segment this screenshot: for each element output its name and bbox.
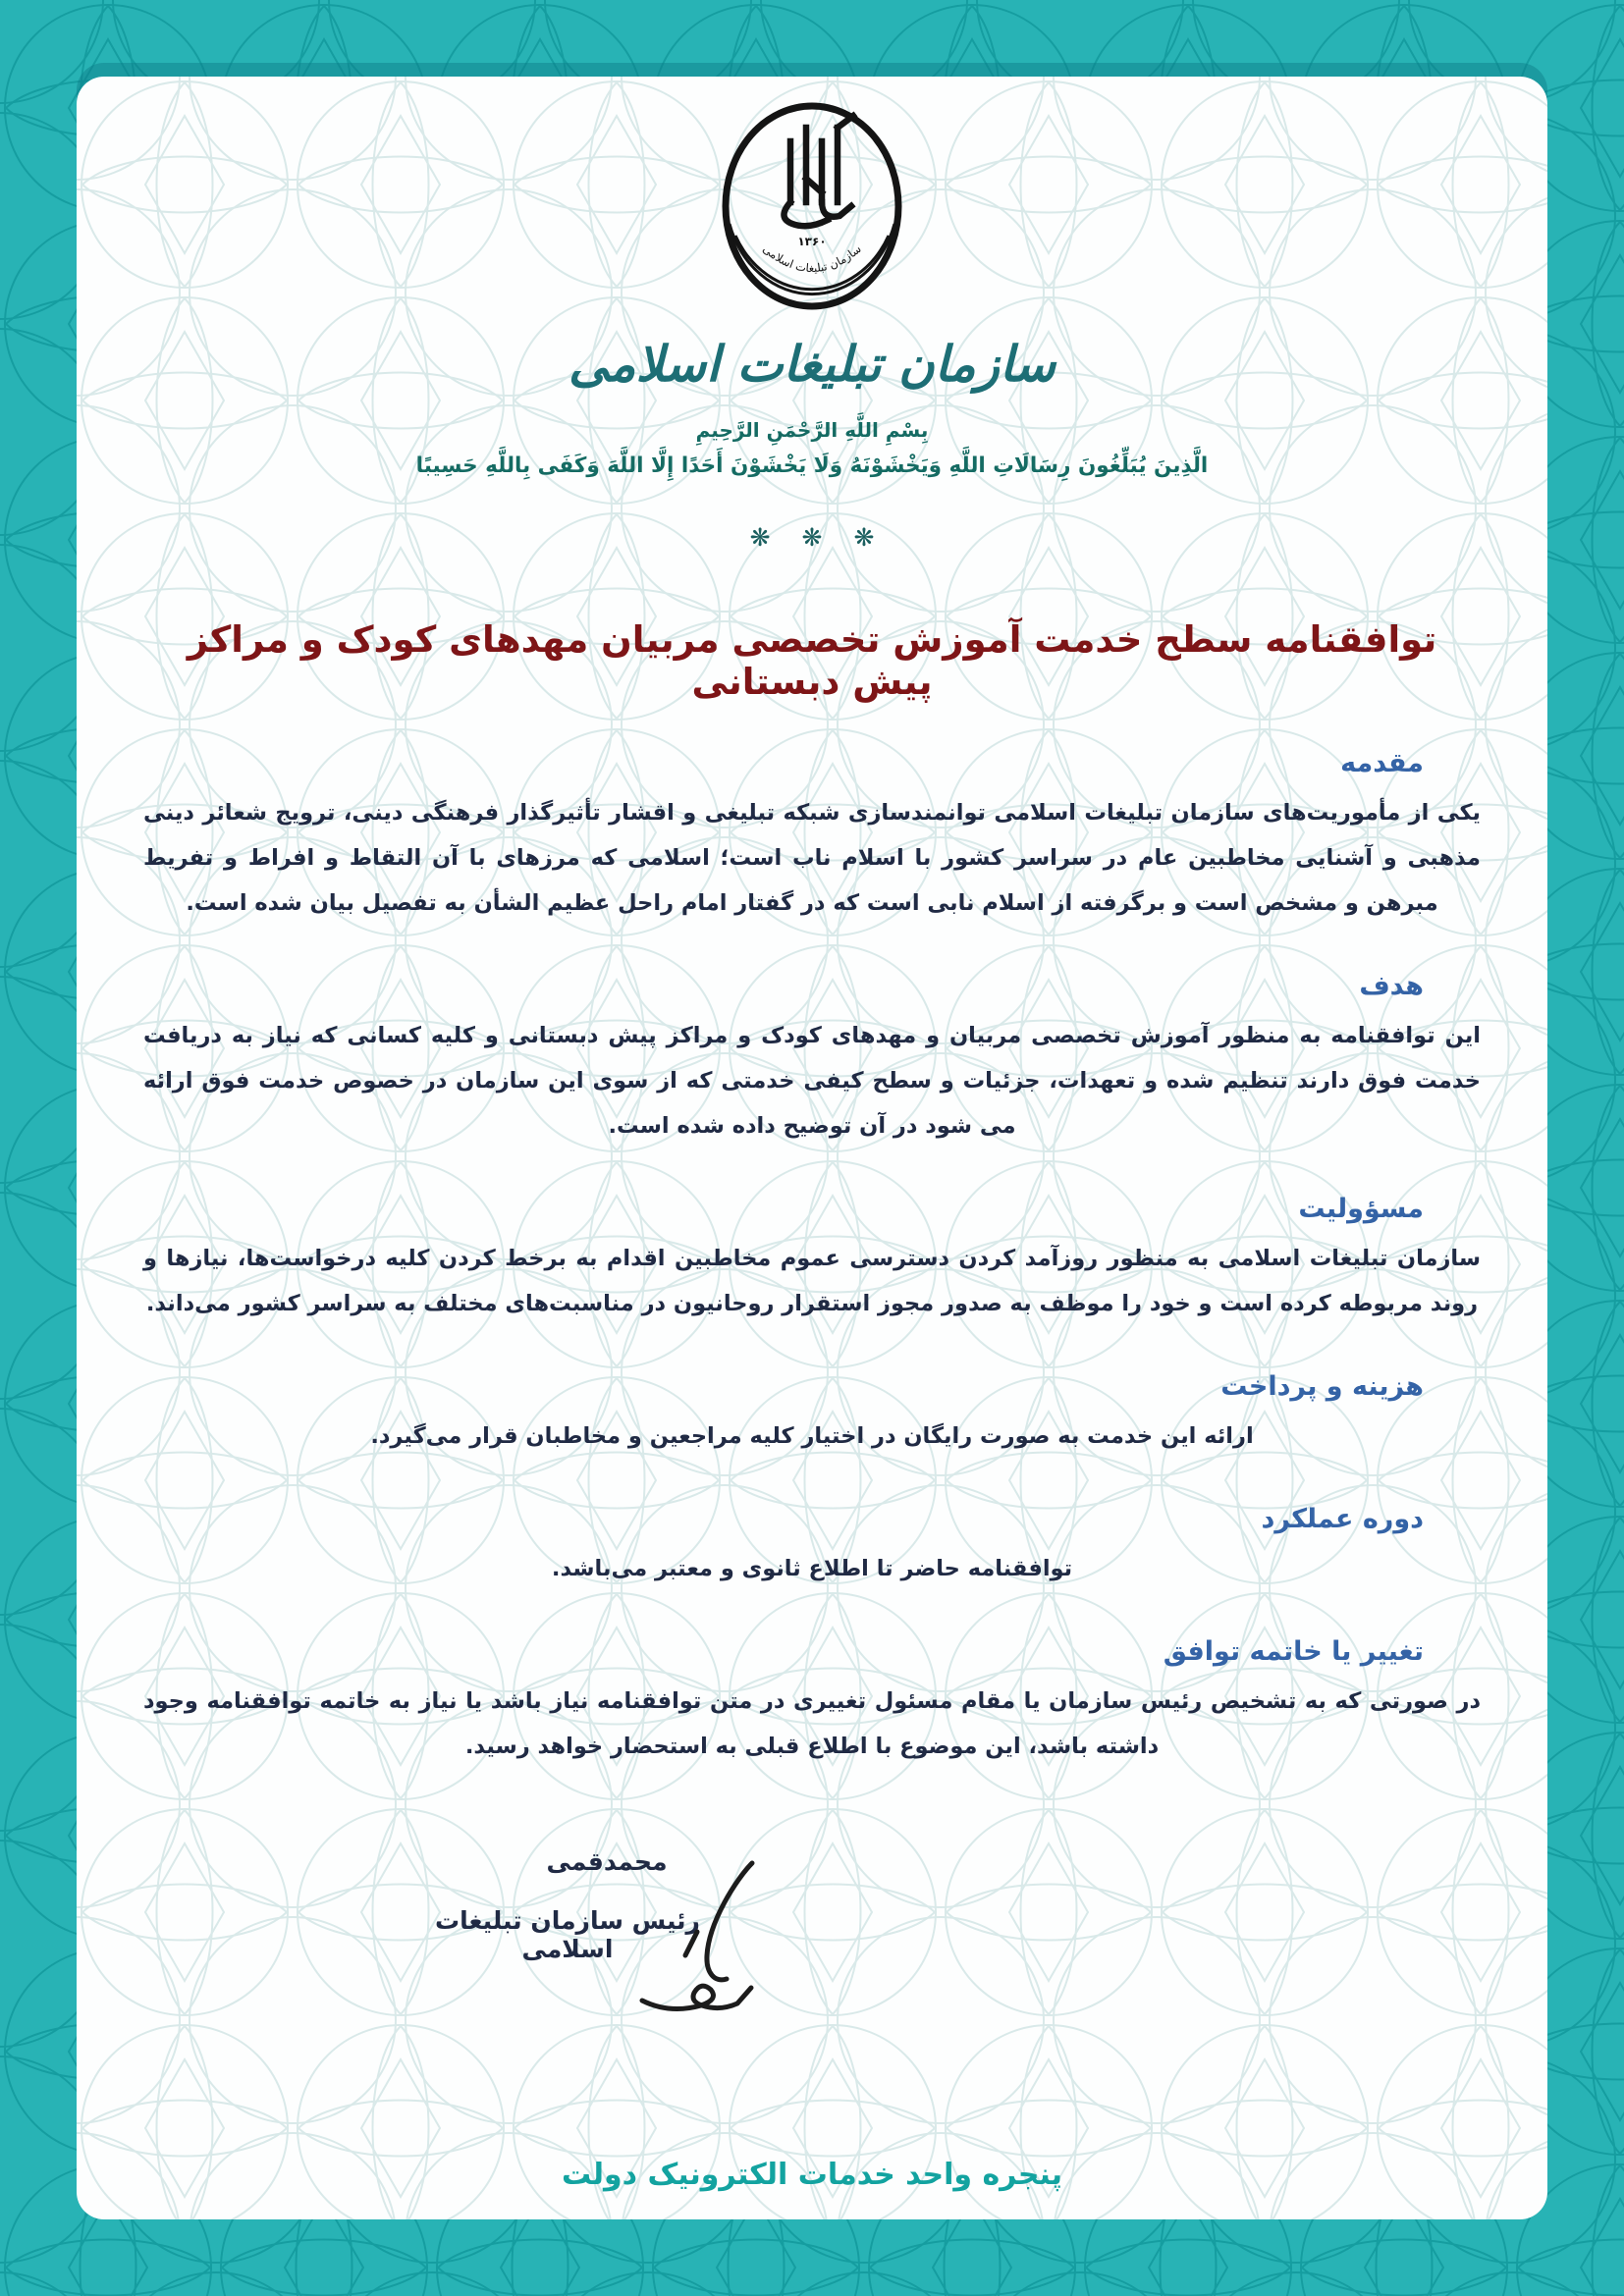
bismillah-text: بِسْمِ اللَّهِ الرَّحْمَنِ الرَّحِيمِ	[695, 418, 929, 442]
section-responsibility	[143, 1194, 1481, 1326]
signer-role: رئیس سازمان تبلیغات اسلامی	[435, 1906, 700, 1963]
section-heading: تغییر یا خاتمه توافق	[1163, 1636, 1424, 1667]
section-heading: مقدمه	[1340, 748, 1424, 778]
section-performance-period	[143, 1504, 1481, 1591]
signer-name: محمدقمی	[546, 1847, 668, 1876]
section-change-termination	[143, 1636, 1481, 1769]
section-heading: دوره عملکرد	[1261, 1504, 1424, 1534]
handwritten-signature	[626, 1853, 803, 2040]
section-body: یکی از مأموریت‌های سازمان تبلیغات اسلامی توانمندسازی شبکه تبلیغی و اقشار تأثیرگذار فرهنگی دینی، ترویج شعائر دینی مذهبی و آشنایی مخاطبین عام در سراسر کشور با اسلام ناب است؛ اسلامی که مرزهای با آن التقاط و افراط و تفریط مبرهن و مشخص است و برگرفته از اسلام نابی است که در گفتار امام راحل عظیم الشأن به تفصیل بیان شده است.	[143, 800, 1481, 916]
logo-ring-text: سازمان تبلیغات اسلامی	[760, 241, 864, 276]
section-heading: هزینه و پرداخت	[1220, 1371, 1424, 1402]
flower-asterisk-icon: ❋	[801, 523, 823, 552]
document-title: توافقنامه سطح خدمت آموزش تخصصی مربیان مهدهای کودک و مراکز پیش دبستانی	[187, 618, 1437, 703]
ornament-separator	[77, 523, 1547, 552]
section-heading: مسؤولیت	[1298, 1194, 1424, 1224]
footer-text: پنجره واحد خدمات الکترونیک دولت	[562, 2158, 1062, 2192]
organization-name-calligraphy: سازمان تبلیغات اسلامی	[568, 336, 1056, 393]
section-body: سازمان تبلیغات اسلامی به منظور روزآمد کردن دسترسی عموم مخاطبین اقدام به برخط کردن کلیه درخواست‌ها، نیازها و روند مربوطه کرده است و خود را موظف به صدور مجوز استقرار روحانیون در مناسبت‌های مختلف به سراسر کشور می‌داند.	[143, 1246, 1481, 1316]
document-card	[77, 77, 1547, 2219]
section-body: توافقنامه حاضر تا اطلاع ثانوی و معتبر می‌باشد.	[551, 1556, 1073, 1581]
section-introduction	[143, 748, 1481, 926]
signature-block	[77, 1847, 1547, 2103]
quran-verse: الَّذِينَ يُبَلِّغُونَ رِسَالَاتِ اللَّهِ وَيَخْشَوْنَهُ وَلَا يَخْشَوْنَ أَحَدًا إِلَّا اللَّهَ وَكَفَى بِاللَّهِ حَسِيبًا	[415, 454, 1209, 478]
section-heading: هدف	[1359, 971, 1424, 1001]
section-goal	[143, 971, 1481, 1148]
organization-logo	[716, 96, 908, 330]
section-cost-payment	[143, 1371, 1481, 1459]
sections	[77, 748, 1547, 1769]
flower-asterisk-icon: ❋	[749, 523, 771, 552]
section-body: این توافقنامه به منظور آموزش تخصصی مربیان و مهدهای کودک و مراکز پیش دبستانی و کلیه کسانی که نیاز به دریافت خدمت فوق دارند تنظیم شده و تعهدات، جزئیات و سطح کیفی خدمتی که از سوی این سازمان در خصوص خدمت فوق ارائه می شود در آن توضیح داده شده است.	[143, 1023, 1481, 1139]
section-body: ارائه این خدمت به صورت رایگان در اختیار کلیه مراجعین و مخاطبان قرار می‌گیرد.	[370, 1423, 1254, 1449]
logo-wrap	[77, 96, 1547, 334]
section-body: در صورتی که به تشخیص رئیس سازمان یا مقام مسئول تغییری در متن توافقنامه نیاز باشد یا نیاز به خاتمه توافقنامه وجود داشته باشد، این موضوع با اطلاع قبلی به استحضار خواهد رسید.	[143, 1688, 1481, 1759]
flower-asterisk-icon: ❋	[853, 523, 875, 552]
document-content	[77, 77, 1547, 2219]
logo-year: ۱۳۶۰	[797, 235, 827, 248]
